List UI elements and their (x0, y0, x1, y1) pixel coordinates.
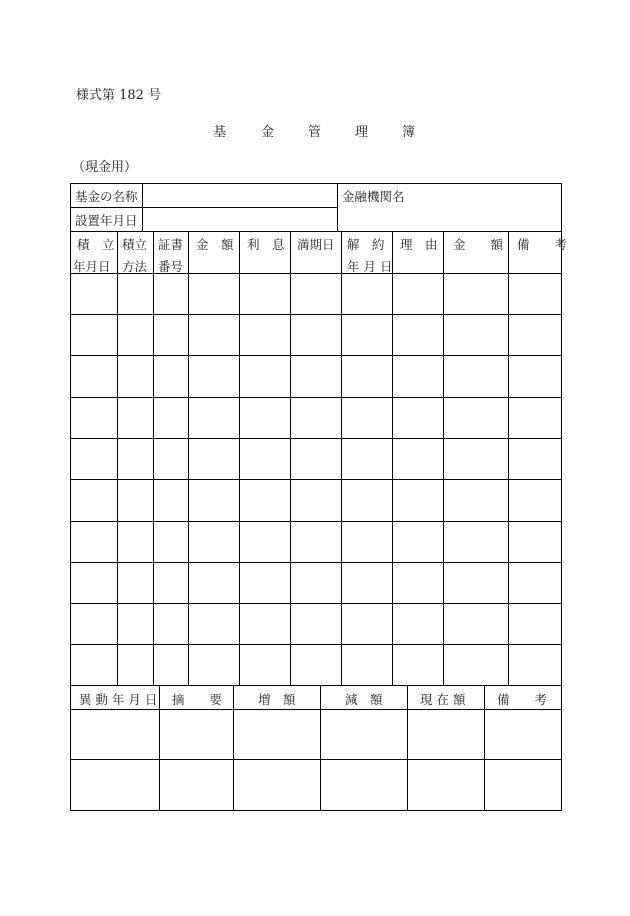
change-col-divider (233, 685, 234, 810)
bank-label: 金融機関名 (342, 189, 405, 204)
header-deposit-date: 積 立 (77, 237, 115, 252)
change-col-divider (159, 685, 160, 810)
title-char: 管 (308, 125, 322, 140)
subtitle: （現金用） (72, 160, 138, 175)
table-border-left (70, 183, 71, 811)
change-col-divider (320, 685, 321, 810)
change-row-line (70, 759, 561, 760)
form-number: 様式第 182 号 (76, 88, 162, 103)
established-date-label: 設置年月日 (75, 213, 138, 228)
header-deposit-date-2: 年月日 (73, 259, 111, 274)
info-bottom (70, 231, 561, 232)
header-amount-2: 金 額 (453, 237, 504, 252)
row-line (70, 438, 561, 439)
row-line (70, 562, 561, 563)
info-divider (70, 207, 337, 208)
fund-name-label: 基金の名称 (75, 189, 138, 204)
header-certificate-2: 番号 (158, 259, 184, 274)
table-border-right (561, 183, 562, 811)
col-divider (443, 231, 444, 685)
header-deposit-method-2: 方法 (122, 259, 148, 274)
header-cancel-date: 解 約 (347, 237, 385, 252)
col-divider (290, 231, 291, 685)
col-divider (239, 231, 240, 685)
table-border-bottom (70, 810, 561, 811)
header-remarks: 備 考 (517, 237, 568, 252)
change-header-remarks: 備 考 (497, 692, 548, 707)
row-line (70, 479, 561, 480)
col-divider (392, 231, 393, 685)
col-divider (188, 231, 189, 685)
change-header-date: 異 動 年 月 日 (79, 692, 158, 707)
change-header-current: 現 在 額 (420, 692, 466, 707)
row-line (70, 603, 561, 604)
header-cancel-date-2: 年 月 日 (347, 259, 393, 274)
title-char: 理 (355, 125, 369, 140)
col-divider (508, 231, 509, 685)
change-col-divider (407, 685, 408, 810)
title-char: 基 (213, 125, 227, 140)
header-interest: 利 息 (247, 237, 285, 252)
header-certificate: 証書 (158, 237, 184, 252)
change-header-decrease: 減 額 (345, 692, 383, 707)
col-divider (117, 231, 118, 685)
header-amount: 金 額 (196, 237, 234, 252)
title-char: 金 (261, 125, 275, 140)
row-line (70, 314, 561, 315)
row-line (70, 521, 561, 522)
col-divider (341, 231, 342, 685)
change-header-increase: 増 額 (258, 692, 296, 707)
row-line (70, 355, 561, 356)
main-grid-bottom (70, 685, 561, 686)
header-reason: 理 由 (400, 237, 438, 252)
row-line (70, 397, 561, 398)
change-col-divider (484, 685, 485, 810)
title-char: 簿 (402, 125, 416, 140)
info-label-divider (142, 183, 143, 231)
table-border-top (70, 183, 561, 184)
col-divider (153, 231, 154, 685)
info-bank-divider (337, 183, 338, 231)
row-line (70, 644, 561, 645)
change-header-bottom (70, 709, 561, 710)
header-deposit-method: 積立 (122, 237, 148, 252)
change-header-summary: 摘 要 (172, 692, 223, 707)
header-maturity: 満期日 (297, 237, 335, 252)
